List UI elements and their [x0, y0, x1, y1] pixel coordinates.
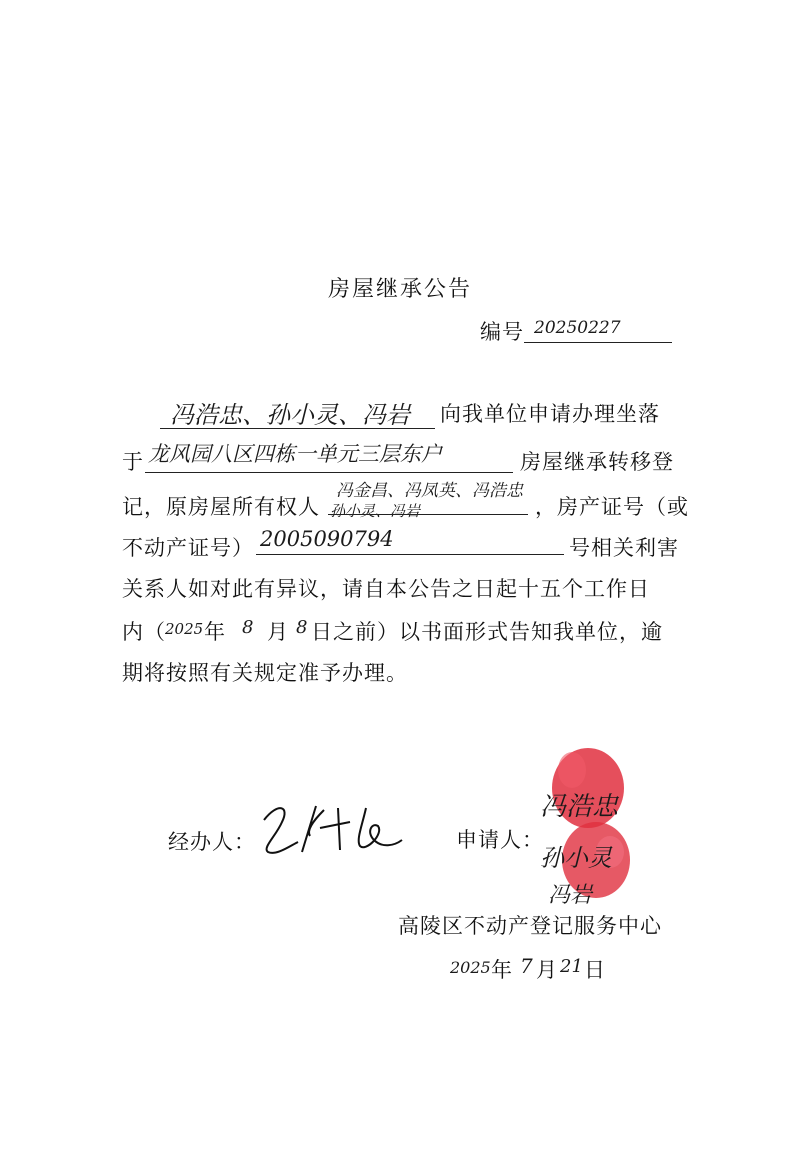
certificate-underline	[256, 554, 564, 555]
applicant-name-2: 孙小灵	[540, 844, 612, 872]
issue-month: 7	[520, 954, 533, 978]
issuer-name: 高陵区不动产登记服务中心	[398, 914, 662, 938]
applicant-name-1: 冯浩忠	[540, 792, 619, 822]
deadline-month: 8	[242, 617, 254, 638]
applicant-label: 申请人：	[456, 828, 544, 852]
handler-signature	[254, 796, 414, 860]
month-label: 月	[267, 620, 289, 644]
line7-text: 期将按照有关规定准予办理。	[122, 661, 408, 685]
issue-month-label: 月	[536, 958, 558, 982]
location-handwritten: 龙风园八区四栋一单元三层东户	[148, 442, 442, 466]
line6-suffix: 日之前）以书面形式告知我单位，逾	[311, 620, 663, 644]
year-label: 年	[204, 620, 226, 644]
issue-day: 21	[560, 956, 583, 977]
line6-prefix: 内（	[122, 620, 166, 644]
line3-prefix: 记，原房屋所有权人	[122, 495, 320, 519]
serial-label: 编号	[480, 320, 524, 344]
applicants-underline	[160, 428, 435, 429]
owners-handwritten-line2: 孙小灵、冯岩	[330, 502, 421, 520]
applicant-name-3: 冯岩	[548, 883, 593, 908]
deadline-day: 8	[296, 617, 308, 638]
line3-suffix: ，房产证号（或	[535, 495, 689, 519]
issue-year-label: 年	[491, 958, 513, 982]
serial-underline	[524, 342, 672, 343]
line5-text: 关系人如对此有异议，请自本公告之日起十五个工作日	[122, 577, 650, 601]
applicants-handwritten: 冯浩忠、孙小灵、冯岩	[170, 401, 410, 429]
line4-suffix: 号相关利害	[569, 536, 679, 560]
document-title: 房屋继承公告	[327, 277, 472, 302]
owners-underline	[328, 514, 528, 515]
serial-number: 20250227	[534, 318, 621, 338]
owners-handwritten-line1: 冯金昌、冯凤英、冯浩忠	[336, 481, 523, 501]
handler-label: 经办人：	[168, 830, 256, 854]
line4-prefix: 不动产证号）	[122, 536, 254, 560]
certificate-number-handwritten: 2005090794	[260, 527, 394, 551]
line2-prefix: 于	[122, 450, 144, 474]
deadline-year: 2025	[165, 620, 204, 638]
line2-suffix: 房屋继承转移登	[520, 450, 674, 474]
line1-text: 向我单位申请办理坐落	[440, 402, 660, 426]
issue-day-label: 日	[584, 958, 606, 982]
location-underline	[145, 472, 513, 473]
issue-year: 2025	[450, 958, 491, 977]
